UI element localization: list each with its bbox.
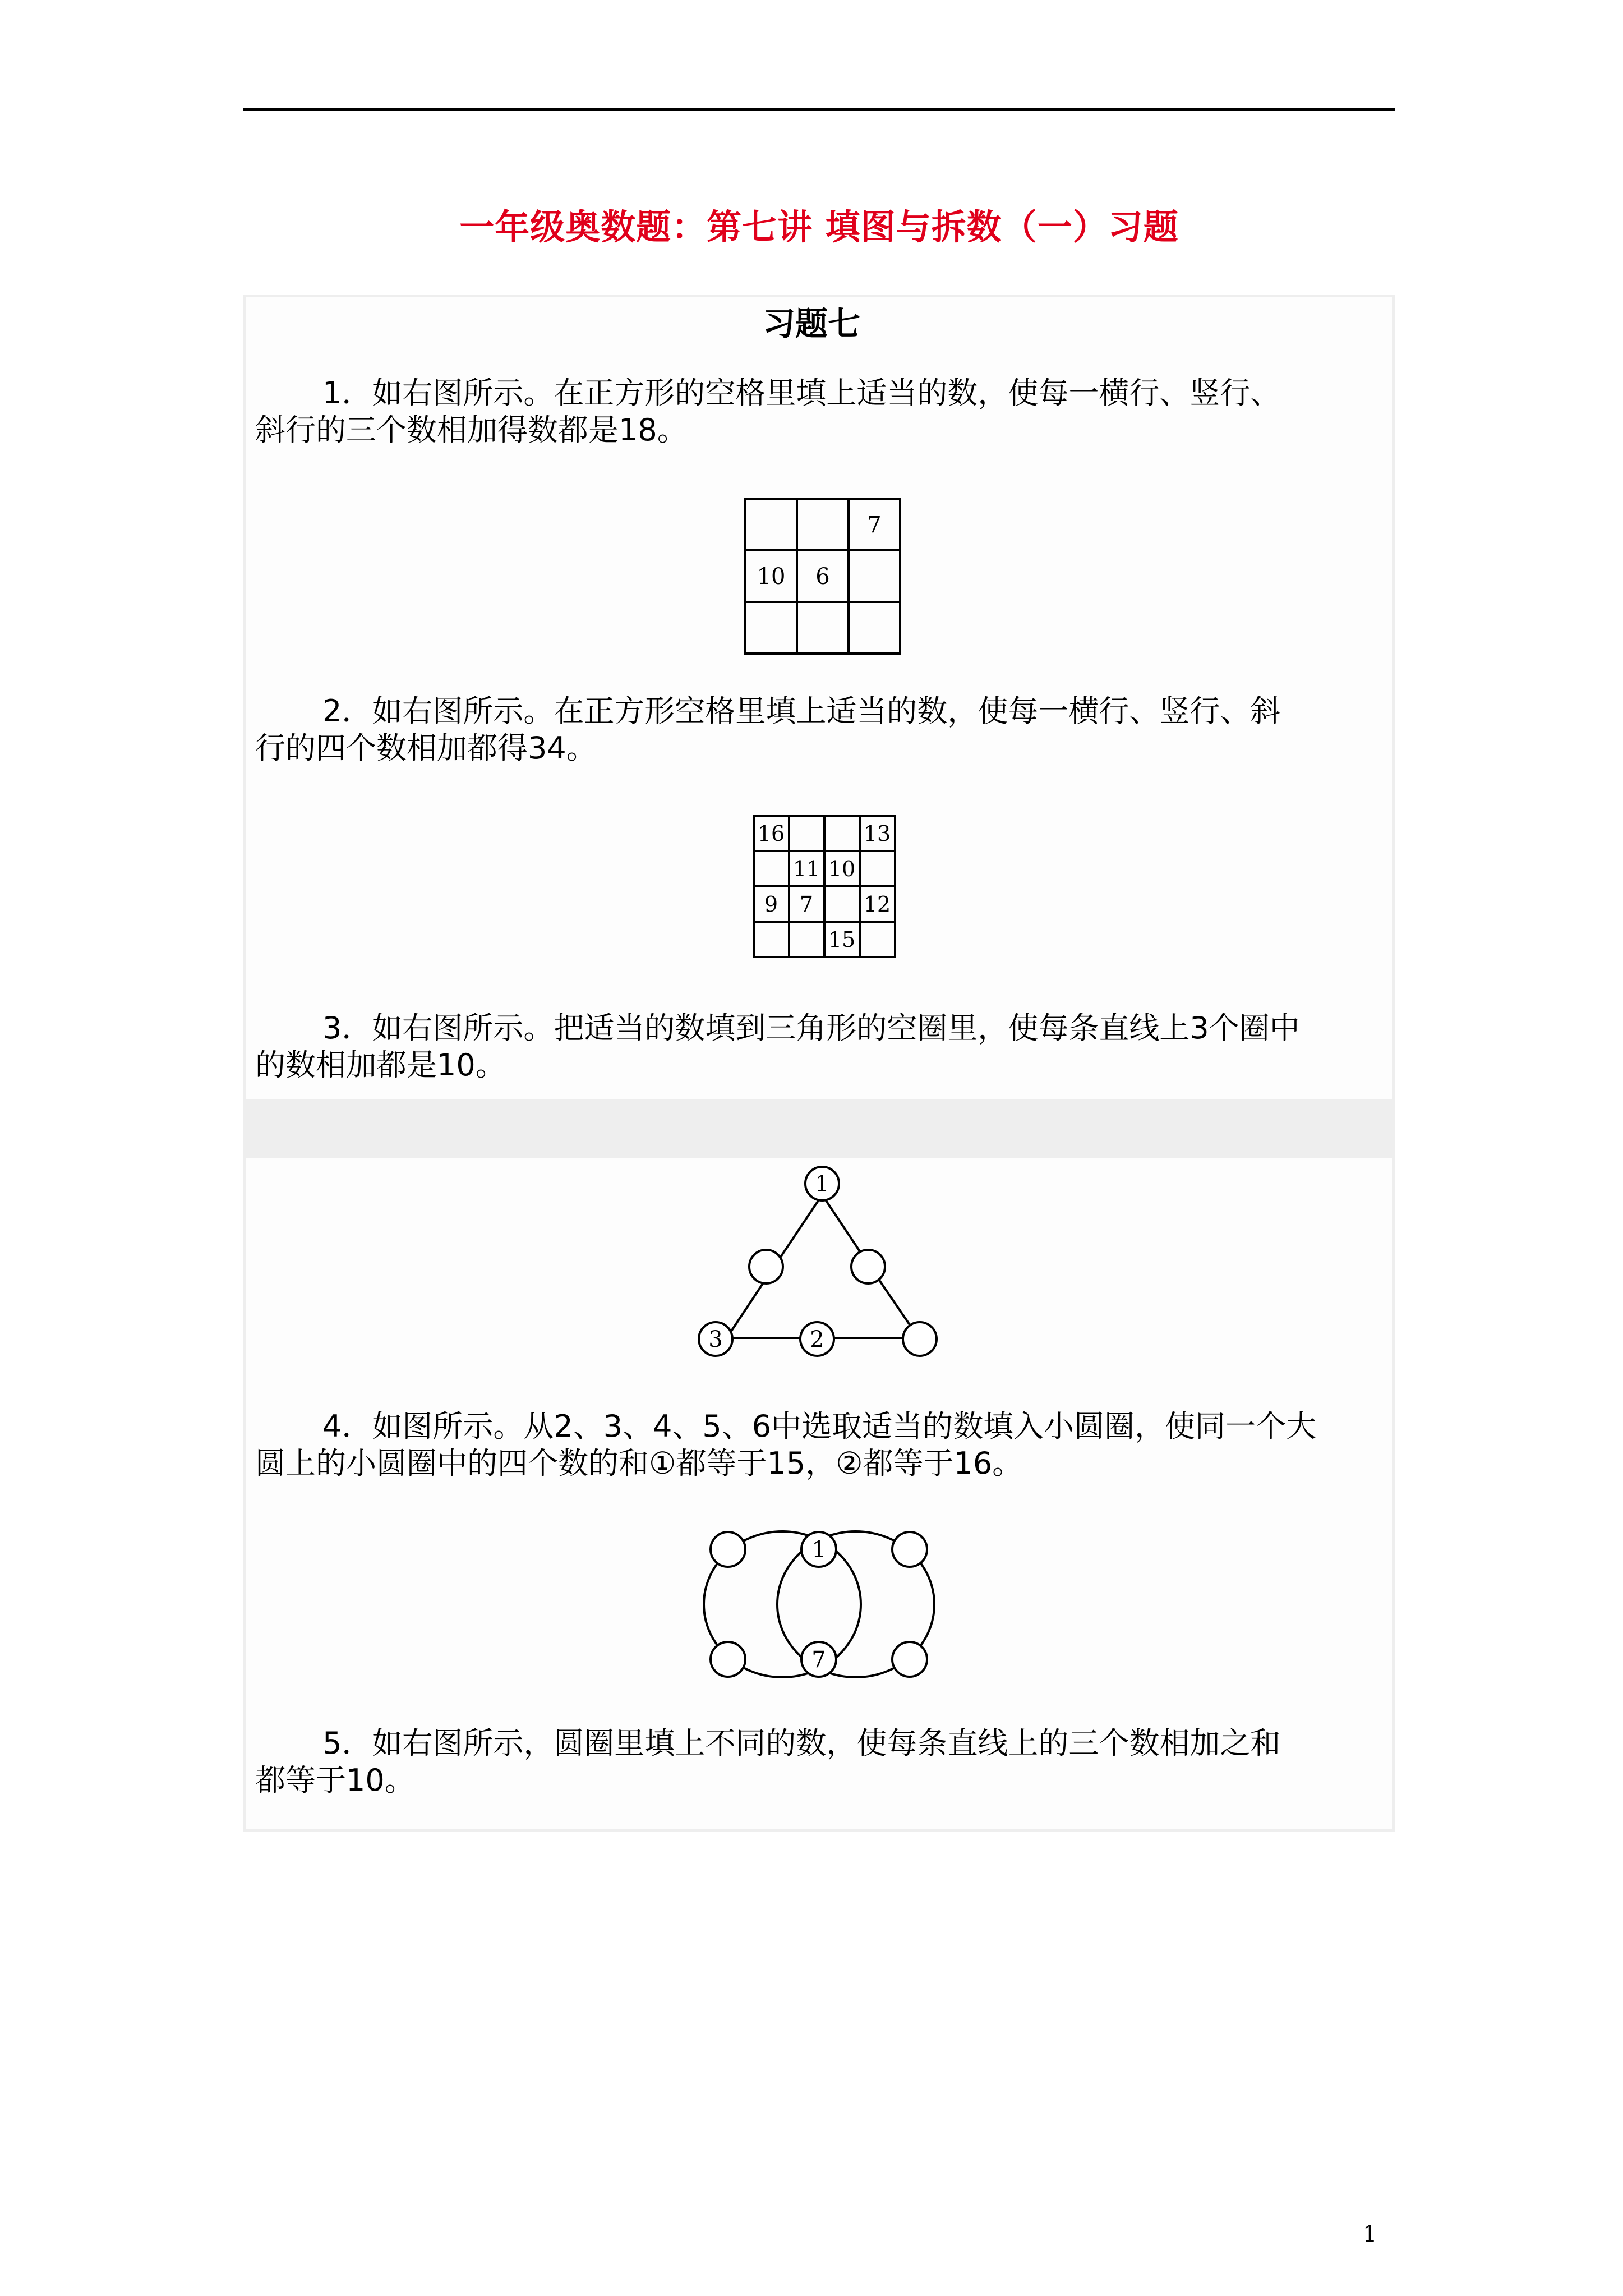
triangle-value-bottom-left: 3 [708, 1327, 723, 1352]
triangle-circle-bottom-right [903, 1322, 937, 1356]
question-2-line-2: 行的四个数相加都得34。 [255, 730, 597, 766]
question-1-line-1: 1．如右图所示。在正方形的空格里填上适当的数，使每一横行、竖行、 [322, 375, 1281, 411]
ring-circle-bottom-left [711, 1642, 745, 1677]
question-1 [255, 375, 1382, 449]
question-3 [255, 1010, 1382, 1084]
grid3-cell-0-1 [797, 499, 849, 550]
overlapping-rings-diagram [690, 1515, 948, 1694]
grid4-value-1-1: 11 [792, 857, 820, 881]
grid4-value-0-0: 16 [757, 821, 785, 846]
triangle-value-top: 1 [815, 1171, 829, 1197]
section-title: 习题七 [762, 305, 860, 343]
page-title: 一年级奥数题：第七讲 填图与拆数（一）习题 [459, 206, 1179, 247]
grid4-value-2-3: 12 [863, 892, 891, 917]
triangle-circle-right-mid [851, 1250, 885, 1283]
grid3-cell-0-0 [745, 499, 797, 550]
question-5 [255, 1725, 1382, 1799]
grid4-value-3-2: 15 [828, 927, 856, 952]
panel-gap-band [243, 1101, 1395, 1157]
question-4-line-1: 4．如图所示。从2、3、4、5、6中选取适当的数填入小圆圈，使同一个大 [322, 1409, 1317, 1444]
question-1-line-2: 斜行的三个数相加得数都是18。 [255, 412, 688, 448]
grid3-cell-2-1 [797, 602, 849, 654]
grid3-value-0-2-text: 7 [867, 512, 882, 538]
top-rule [243, 108, 1395, 111]
question-4 [255, 1408, 1382, 1482]
ring-value-top-mid: 1 [811, 1537, 826, 1563]
question-4-line-2: 圆上的小圆圈中的四个数的和①都等于15，②都等于16。 [255, 1446, 1023, 1481]
ring-value-bottom-mid: 7 [811, 1647, 826, 1673]
question-2 [255, 693, 1382, 767]
grid3-cell-2-2 [849, 602, 900, 654]
grid4-value-2-1: 7 [799, 892, 814, 917]
question-3-line-2: 的数相加都是10。 [255, 1047, 506, 1083]
triangle-circle-left-mid [749, 1250, 783, 1283]
grid4-value-1-2: 10 [828, 857, 856, 881]
question-5-line-1: 5．如右图所示，圆圈里填上不同的数，使每条直线上的三个数相加之和 [322, 1726, 1281, 1761]
magic-square-3x3 [743, 496, 906, 656]
ring-circle-bottom-right [892, 1642, 927, 1677]
grid3-value-1-0: 10 [757, 564, 786, 590]
page-number: 1 [1363, 2221, 1377, 2247]
triangle-diagram [690, 1164, 948, 1377]
grid3-cell-1-2 [849, 550, 900, 602]
ring-circle-top-right [892, 1532, 927, 1567]
magic-square-4x4 [751, 813, 898, 960]
grid4-value-0-3: 13 [863, 821, 891, 846]
triangle-value-bottom-mid: 2 [810, 1327, 824, 1352]
grid4-value-2-0: 9 [764, 892, 778, 917]
question-3-line-1: 3．如右图所示。把适当的数填到三角形的空圈里，使每条直线上3个圈中 [322, 1010, 1300, 1046]
question-5-line-2: 都等于10。 [255, 1763, 415, 1798]
grid3-value-1-1: 6 [815, 564, 830, 590]
question-2-line-1: 2．如右图所示。在正方形空格里填上适当的数，使每一横行、竖行、斜 [322, 693, 1281, 729]
grid3-cell-2-0 [745, 602, 797, 654]
ring-circle-top-left [711, 1532, 745, 1567]
